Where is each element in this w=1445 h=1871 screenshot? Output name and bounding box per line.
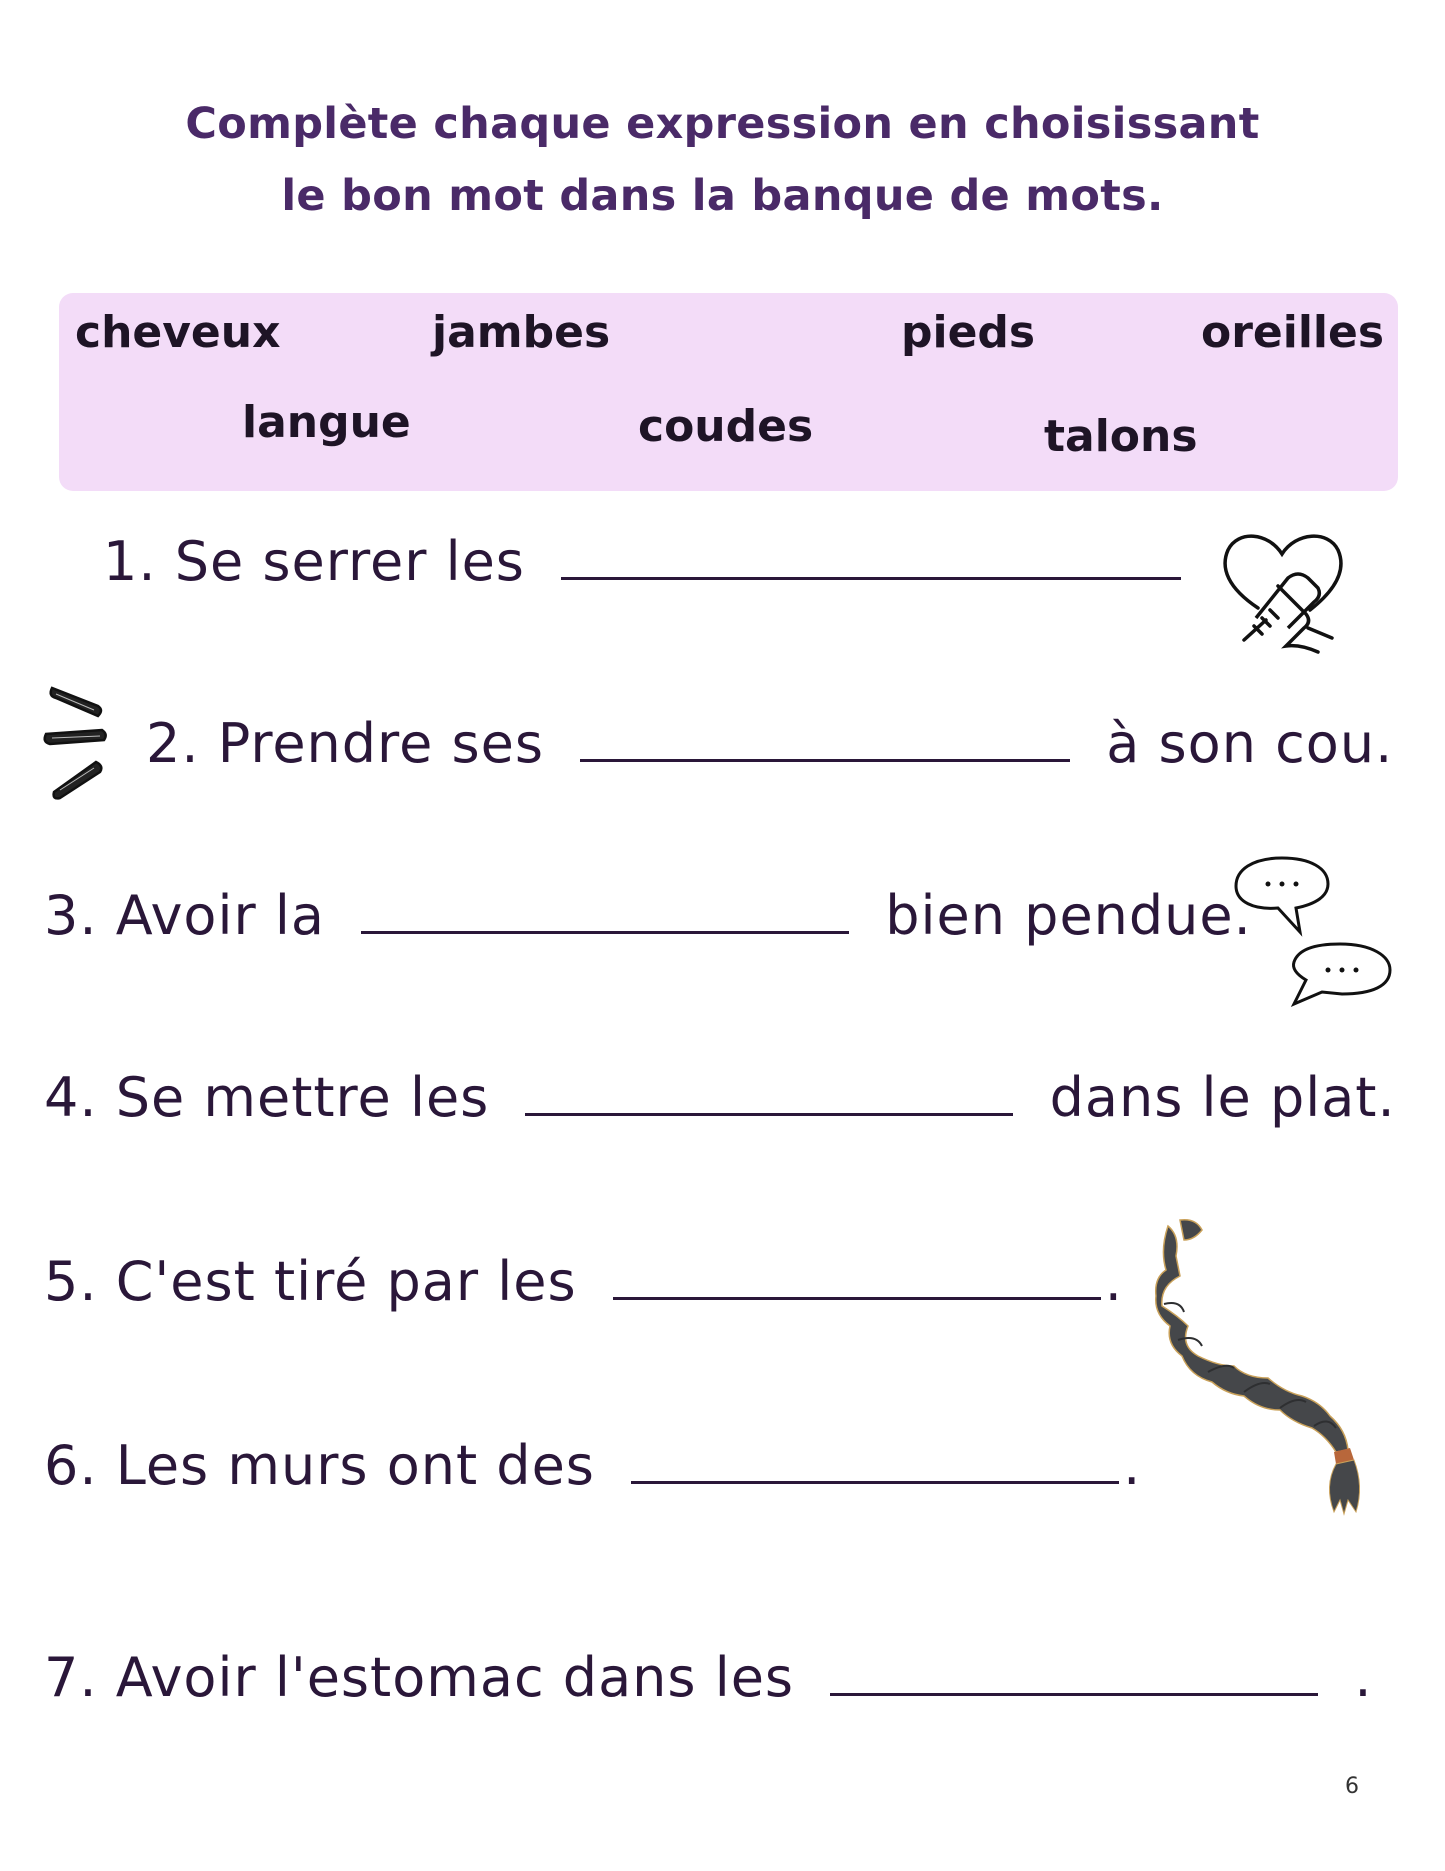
exercise-text-before: C'est tiré par les bbox=[115, 1250, 577, 1313]
braid-icon bbox=[1150, 1216, 1395, 1516]
exercise-text-after: . bbox=[1354, 1646, 1373, 1709]
answer-blank[interactable] bbox=[631, 1477, 1119, 1484]
exercise-number: 4. bbox=[44, 1066, 98, 1129]
exercise-text-before: Se serrer les bbox=[174, 530, 525, 593]
exercise-number: 7. bbox=[44, 1646, 98, 1709]
answer-blank[interactable] bbox=[580, 755, 1070, 762]
word-bank-item: coudes bbox=[638, 401, 814, 452]
exercise-5 bbox=[44, 1250, 1123, 1313]
exercise-text-before: Avoir l'estomac dans les bbox=[115, 1646, 795, 1709]
answer-blank[interactable] bbox=[613, 1293, 1101, 1300]
exercise-3 bbox=[44, 884, 1252, 947]
exercise-number: 1. bbox=[103, 530, 157, 593]
word-bank-item: talons bbox=[1044, 411, 1198, 462]
answer-blank[interactable] bbox=[830, 1689, 1318, 1696]
answer-blank[interactable] bbox=[361, 927, 849, 934]
exercise-text-before: Prendre ses bbox=[217, 712, 544, 775]
exercise-2 bbox=[146, 712, 1393, 775]
exercise-text-after: . bbox=[1123, 1434, 1142, 1497]
motion-lines-icon bbox=[42, 682, 112, 807]
answer-blank[interactable] bbox=[561, 573, 1181, 580]
exercise-7 bbox=[44, 1646, 1373, 1709]
exercise-4 bbox=[44, 1066, 1396, 1129]
exercise-text-before: Les murs ont des bbox=[115, 1434, 595, 1497]
exercise-number: 6. bbox=[44, 1434, 98, 1497]
instructions-line-1: Complète chaque expression en choisissant bbox=[185, 99, 1260, 149]
exercise-1 bbox=[103, 530, 1199, 593]
exercise-text-after: à son cou. bbox=[1106, 712, 1394, 775]
word-bank bbox=[59, 293, 1398, 491]
word-bank-item: jambes bbox=[432, 307, 611, 358]
page-number: 6 bbox=[1345, 1774, 1359, 1799]
instructions-line-2: le bon mot dans la banque de mots. bbox=[281, 171, 1164, 221]
exercise-text-after: dans le plat. bbox=[1049, 1066, 1396, 1129]
exercise-number: 3. bbox=[44, 884, 98, 947]
exercise-text-after: bien pendue. bbox=[885, 884, 1252, 947]
heart-handshake-icon bbox=[1218, 528, 1353, 663]
exercise-number: 5. bbox=[44, 1250, 98, 1313]
exercise-6 bbox=[44, 1434, 1141, 1497]
instructions bbox=[0, 88, 1445, 232]
answer-blank[interactable] bbox=[525, 1109, 1013, 1116]
exercise-text-before: Se mettre les bbox=[115, 1066, 490, 1129]
word-bank-item: pieds bbox=[901, 307, 1036, 358]
speech-bubbles-icon bbox=[1232, 852, 1394, 1012]
exercise-text-after: . bbox=[1104, 1250, 1123, 1313]
exercise-number: 2. bbox=[146, 712, 200, 775]
word-bank-item: cheveux bbox=[75, 307, 281, 358]
word-bank-item: oreilles bbox=[1201, 307, 1385, 358]
word-bank-item: langue bbox=[242, 397, 411, 448]
exercise-text-before: Avoir la bbox=[115, 884, 325, 947]
